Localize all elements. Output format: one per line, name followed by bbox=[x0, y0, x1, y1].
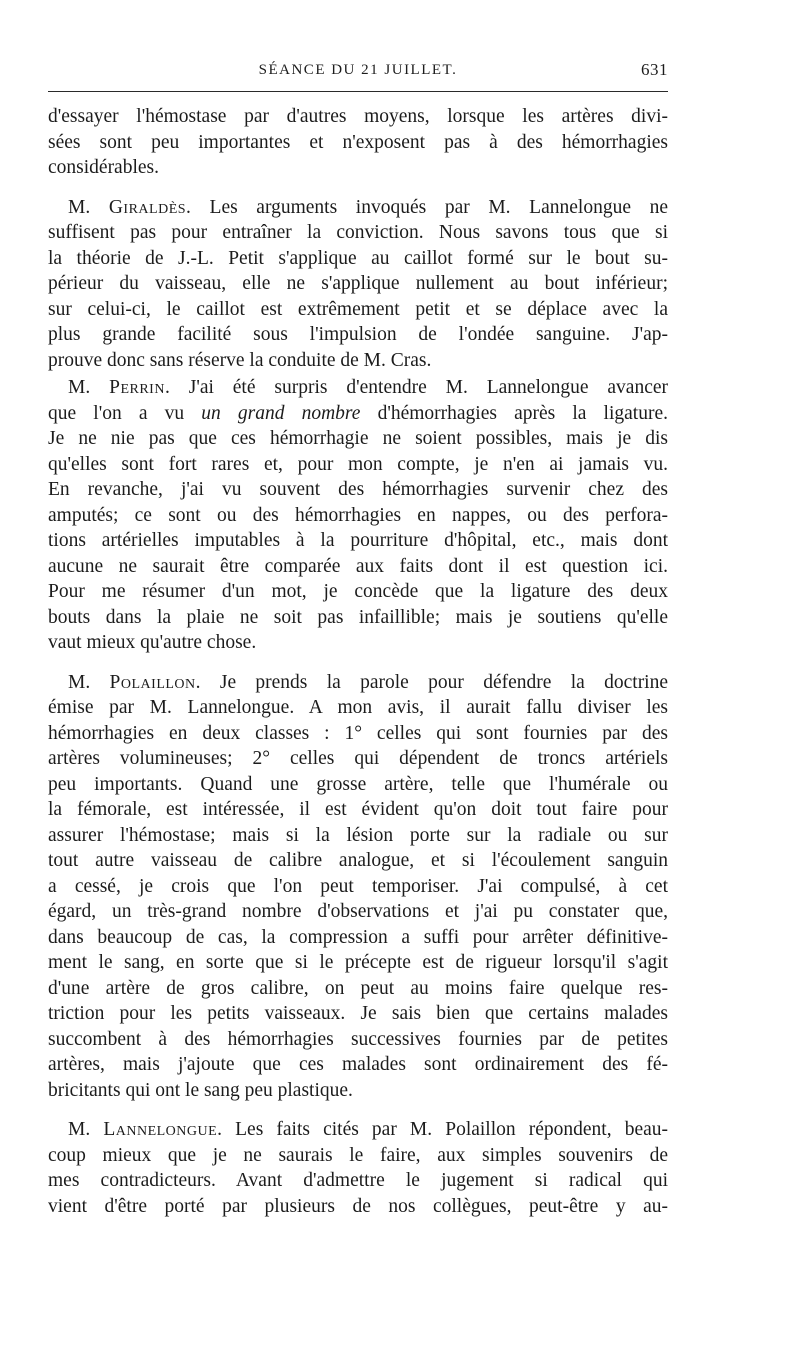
paragraph-lannelongue bbox=[48, 1117, 668, 1219]
paragraph-continuation bbox=[48, 104, 668, 181]
text-line: suffisent pas pour entraîner la conviction. Nous savons tous que si bbox=[48, 222, 668, 243]
text-line: coup mieux que je ne saurais le faire, aux simples souvenirs de bbox=[48, 1144, 668, 1166]
page-number: 631 bbox=[641, 60, 668, 79]
text-line: aucune ne saurait être comparée aux faits dont il est question ici. bbox=[48, 555, 668, 577]
text-line: hémorrhagies en deux classes : 1° celles qui sont fournies par des bbox=[48, 722, 668, 744]
running-title: SÉANCE DU 21 JUILLET. bbox=[258, 62, 458, 78]
speaker-prefix: M. bbox=[68, 1119, 104, 1140]
line-text: que l'on a vu bbox=[48, 402, 202, 424]
text-line: peu importants. Quand une grosse artère, telle que l'humérale ou bbox=[48, 773, 668, 795]
text-line: vaut mieux qu'autre chose. bbox=[48, 632, 257, 653]
text-line: Pour me résumer d'un mot, je concède que la ligature des deux bbox=[48, 581, 668, 602]
speaker-prefix: M. bbox=[68, 377, 110, 398]
text-line: la théorie de J.-L. Petit s'applique au caillot formé sur le bout su- bbox=[48, 247, 668, 269]
speaker-prefix: M. bbox=[68, 671, 110, 693]
line-text: . J'ai été surpris d'entendre M. Lannelongue avancer bbox=[164, 377, 669, 398]
text-line: égard, un très-grand nombre d'observations et j'ai pu constater que, bbox=[48, 901, 668, 922]
line-text: d'hémorrhagies après la ligature. bbox=[360, 402, 668, 424]
emphasis-text: un grand nombre bbox=[201, 402, 361, 424]
text-line: périeur du vaisseau, elle ne s'applique nullement au bout inférieur; bbox=[48, 273, 668, 294]
text-line: émise par M. Lannelongue. A mon avis, il aurait fallu diviser les bbox=[48, 697, 668, 718]
text-line: la fémorale, est intéressée, il est évident qu'on doit tout faire pour bbox=[48, 799, 668, 820]
body-text bbox=[48, 104, 668, 1219]
speaker-name: Giraldès bbox=[108, 196, 187, 218]
text-line: plus grande facilité sous l'impulsion de l'ondée sanguine. J'ap- bbox=[48, 324, 668, 345]
page bbox=[48, 58, 668, 1219]
text-line: dans beaucoup de cas, la compression a suffi pour arrêter définitive- bbox=[48, 926, 668, 948]
text-line: considérables. bbox=[48, 157, 160, 178]
paragraph-perrin bbox=[48, 375, 668, 656]
line-text: . Les faits cités par M. Polaillon répondent, beau- bbox=[217, 1119, 668, 1140]
text-line: assurer l'hémostase; mais si la lésion porte sur la radiale ou sur bbox=[48, 824, 668, 846]
speaker-name: Perrin bbox=[109, 377, 165, 398]
text-line: amputés; ce sont ou des hémorrhagies en nappes, ou des perfora- bbox=[48, 504, 668, 526]
line-text: . Les arguments invoqués par M. Lannelongue ne bbox=[186, 196, 668, 218]
text-line: tout autre vaisseau de calibre analogue, et si l'écoulement sanguin bbox=[48, 850, 668, 871]
text-line: prouve donc sans réserve la conduite de M. Cras. bbox=[48, 349, 432, 371]
paragraph-polaillon bbox=[48, 670, 668, 1104]
text-line: Je ne nie pas que ces hémorrhagie ne soient possibles, mais je dis bbox=[48, 428, 668, 449]
text-line bbox=[48, 375, 668, 401]
text-line: bouts dans la plaie ne soit pas infaillible; mais je soutiens qu'elle bbox=[48, 606, 668, 628]
text-line bbox=[48, 670, 668, 696]
text-line: qu'elles sont fort rares et, pour mon compte, je n'en ai jamais vu. bbox=[48, 453, 668, 475]
text-line: artères, mais j'ajoute que ces malades sont ordinairement des fé- bbox=[48, 1054, 668, 1075]
text-line bbox=[48, 195, 668, 221]
header-rule bbox=[48, 91, 668, 92]
text-line: triction pour les petits vaisseaux. Je sais bien que certains malades bbox=[48, 1003, 668, 1024]
text-line: sées sont peu importantes et n'exposent pas à des hémorrhagies bbox=[48, 131, 668, 153]
text-line: mes contradicteurs. Avant d'admettre le jugement si radical qui bbox=[48, 1170, 668, 1191]
line-text: . Je prends la parole pour défendre la doctrine bbox=[195, 671, 669, 693]
running-header bbox=[48, 58, 668, 88]
text-line: ment le sang, en sorte que si le précepte est de rigueur lorsqu'il s'agit bbox=[48, 952, 668, 973]
text-line: d'essayer l'hémostase par d'autres moyens, lorsque les artères divi- bbox=[48, 106, 668, 127]
text-line bbox=[48, 401, 668, 427]
text-line: d'une artère de gros calibre, on peut au moins faire quelque res- bbox=[48, 977, 668, 999]
text-line: vient d'être porté par plusieurs de nos collègues, peut-être y au- bbox=[48, 1195, 668, 1217]
speaker-prefix: M. bbox=[68, 196, 109, 218]
speaker-name: Polaillon bbox=[109, 671, 196, 693]
text-line: succombent à des hémorrhagies successives fournies par de petites bbox=[48, 1028, 668, 1050]
text-line bbox=[48, 1117, 668, 1143]
speaker-name: Lannelongue bbox=[103, 1119, 218, 1140]
text-line: En revanche, j'ai vu souvent des hémorrhagies survenir chez des bbox=[48, 479, 668, 500]
text-line: artères volumineuses; 2° celles qui dépendent de troncs artériels bbox=[48, 748, 668, 769]
text-line: tions artérielles imputables à la pourriture d'hôpital, etc., mais dont bbox=[48, 530, 668, 551]
paragraph-giraldes bbox=[48, 195, 668, 374]
text-line: bricitants qui ont le sang peu plastique. bbox=[48, 1079, 353, 1101]
text-line: a cessé, je crois que l'on peut temporiser. J'ai compulsé, à cet bbox=[48, 875, 668, 897]
text-line: sur celui-ci, le caillot est extrêmement petit et se déplace avec la bbox=[48, 298, 668, 320]
